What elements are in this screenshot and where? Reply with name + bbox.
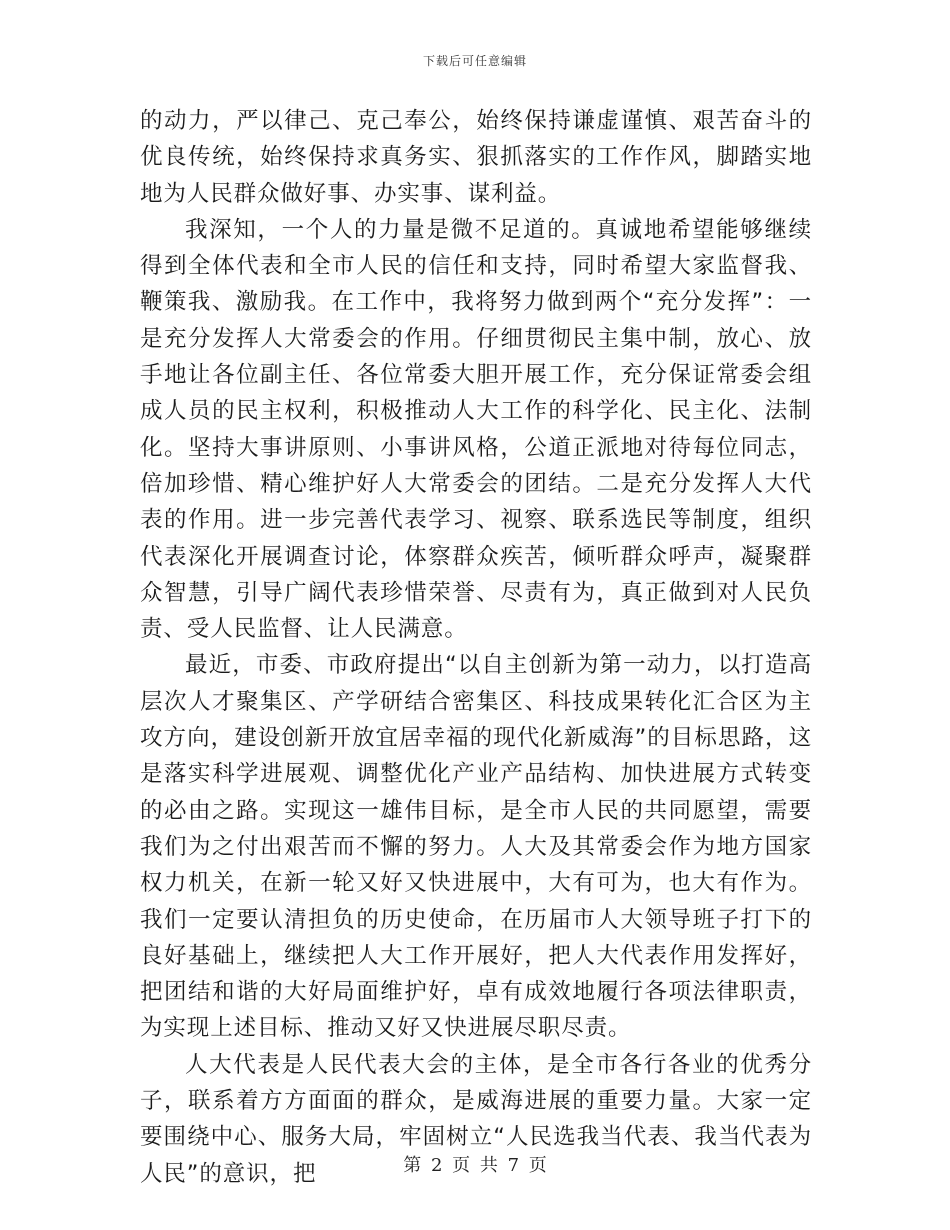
- paragraph-3: 最近，市委、市政府提出“以自主创新为第一动力，以打造高层次人才聚集区、产学研结合密集区、科技成果转化汇合区为主攻方向，建设创新开放宜居幸福的现代化新威海”的目标思路，这是落实科学进展观、调整优化产业产品结构、加快进展方式转变的必由之路。实现这一雄伟目标，是全市人民的共同愿望，需要我们为之付出艰苦而不懈的努力。人大及其常委会作为地方国家权力机关，在新一轮又好又快进展中，大有可为，也大有作为。我们一定要认清担负的历史使命，在历届市人大领导班子打下的良好基础上，继续把人大工作开展好，把人大代表作用发挥好，把团结和谐的大好局面维护好，卓有成效地履行各项法律职责，为实现上述目标、推动又好又快进展尽职尽责。: [140, 652, 812, 1042]
- paragraph-4: 人大代表是人民代表大会的主体，是全市各行各业的优秀分子，联系着方方面面的群众，是威海进展的重要力量。大家一定要围绕中心、服务大局，牢固树立“人民选我当代表、我当代表为人民”的意识，把: [140, 1051, 812, 1187]
- page-header: 下载后可任意编辑: [422, 54, 527, 68]
- paragraph-2: 我深知，一个人的力量是微不足道的。真诚地希望能够继续得到全体代表和全市人民的信任和支持，同时希望大家监督我、鞭策我、激励我。在工作中，我将努力做到两个“充分发挥”：一是充分发挥人大常委会的作用。仔细贯彻民主集中制，放心、放手地让各位副主任、各位常委大胆开展工作，充分保证常委会组成人员的民主权利，积极推动人大工作的科学化、民主化、法制化。坚持大事讲原则、小事讲风格，公道正派地对待每位同志，倍加珍惜、精心维护好人大常委会的团结。二是充分发挥人大代表的作用。进一步完善代表学习、视察、联系选民等制度，组织代表深化开展调查讨论，体察群众疾苦，倾听群众呼声，凝聚群众智慧，引导广阔代表珍惜荣誉、尽责有为，真正做到对人民负责、受人民监督、让人民满意。: [140, 216, 812, 643]
- paragraph-1: 的动力，严以律己、克己奉公，始终保持谦虚谨慎、艰苦奋斗的优良传统，始终保持求真务实、狠抓落实的工作作风，脚踏实地地为人民群众做好事、办实事、谋利益。: [140, 108, 812, 207]
- page-footer-page-number: 第 2 页 共 7 页: [403, 1155, 547, 1176]
- document-body: [140, 103, 812, 1192]
